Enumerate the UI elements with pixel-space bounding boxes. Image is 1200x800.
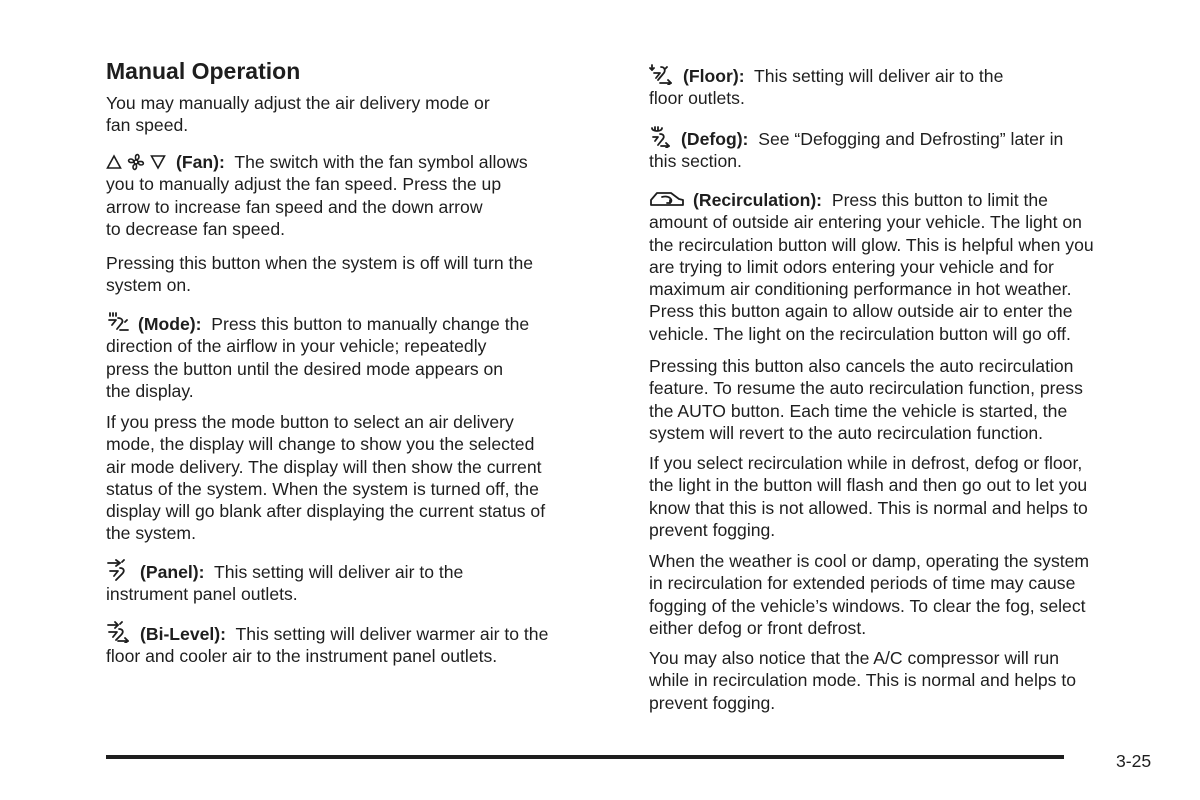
bi-level-vent-icon — [106, 621, 132, 643]
recirc-ac-paragraph: You may also notice that the A/C compressor will run while in recirculation mode. This is normal and helps to prevent fogging. — [649, 648, 1077, 713]
fan-label: (Fan): — [176, 152, 225, 172]
fan-off-paragraph: Pressing this button when the system is off will turn the system on. — [106, 253, 534, 296]
page-number: 3-25 — [1116, 751, 1152, 771]
mode-airflow-icon — [106, 311, 130, 333]
panel-paragraph: (Panel): This setting will deliver air to the instrument panel outlets. — [106, 559, 463, 606]
recirculation-paragraph: (Recirculation): Press this button to limit the amount of outside air entering your vehicle. The light on the recirculation button will glow. This is helpful when you are trying to limit odors entering your vehicle and for maximum air conditioning performance in hot weather. Press this button again to allow outside air to enter the vehicle. The light on the recirculation button will go off. — [649, 190, 1094, 344]
panel-vent-icon — [106, 559, 132, 581]
fan-icon-group — [106, 152, 166, 172]
triangle-down-icon — [150, 154, 166, 170]
mode-detail-paragraph: If you press the mode button to select an air delivery mode, the display will change to show you the selected air mode delivery. The display will then show the current status of the system. When the system is turned off, the display will go blank after displaying the current status of the system. — [106, 412, 546, 544]
recirculation-car-icon — [649, 189, 685, 209]
triangle-up-icon — [106, 154, 122, 170]
section-heading: Manual Operation — [106, 58, 301, 84]
defog-paragraph: (Defog): See “Defogging and Defrosting” later in this section. — [649, 126, 1063, 173]
recirc-auto-paragraph: Pressing this button also cancels the auto recirculation feature. To resume the auto recirculation function, press the AUTO button. Each time the vehicle is started, the system will revert to the auto recirculation function. — [649, 356, 1083, 443]
mode-paragraph: (Mode): Press this button to manually change the direction of the airflow in your vehicle; repeatedly press the button until the desired mode appears on the display. — [106, 311, 529, 402]
defog-label: (Defog): — [681, 129, 749, 149]
footer-rule — [106, 755, 1064, 759]
defog-icon — [649, 126, 673, 148]
mode-label: (Mode): — [138, 314, 202, 334]
recirc-flash-paragraph: If you select recirculation while in defrost, defog or floor, the light in the button will flash and then go out to let you know that this is not allowed. This is normal and helps to prevent fogging. — [649, 453, 1088, 540]
intro-paragraph: You may manually adjust the air delivery mode or fan speed. — [106, 93, 490, 136]
floor-label: (Floor): — [683, 66, 745, 86]
bilevel-label: (Bi-Level): — [140, 624, 227, 644]
fan-paragraph: (Fan): The switch with the fan symbol allows you to manually adjust the fan speed. Press the up arrow to increase fan speed and the down arrow to decrease fan speed. — [106, 152, 528, 239]
bilevel-paragraph: (Bi-Level): This setting will deliver warmer air to the floor and cooler air to the instrument panel outlets. — [106, 621, 548, 668]
floor-paragraph: (Floor): This setting will deliver air to the floor outlets. — [649, 63, 1003, 110]
panel-label: (Panel): — [140, 562, 205, 582]
recirc-cool-paragraph: When the weather is cool or damp, operating the system in recirculation for extended periods of time may cause fogging of the vehicle’s windows. To clear the fog, select either defog or front defrost. — [649, 551, 1090, 638]
floor-vent-icon — [649, 63, 675, 85]
fan-icon — [126, 152, 146, 172]
recirculation-label: (Recirculation): — [693, 190, 823, 210]
